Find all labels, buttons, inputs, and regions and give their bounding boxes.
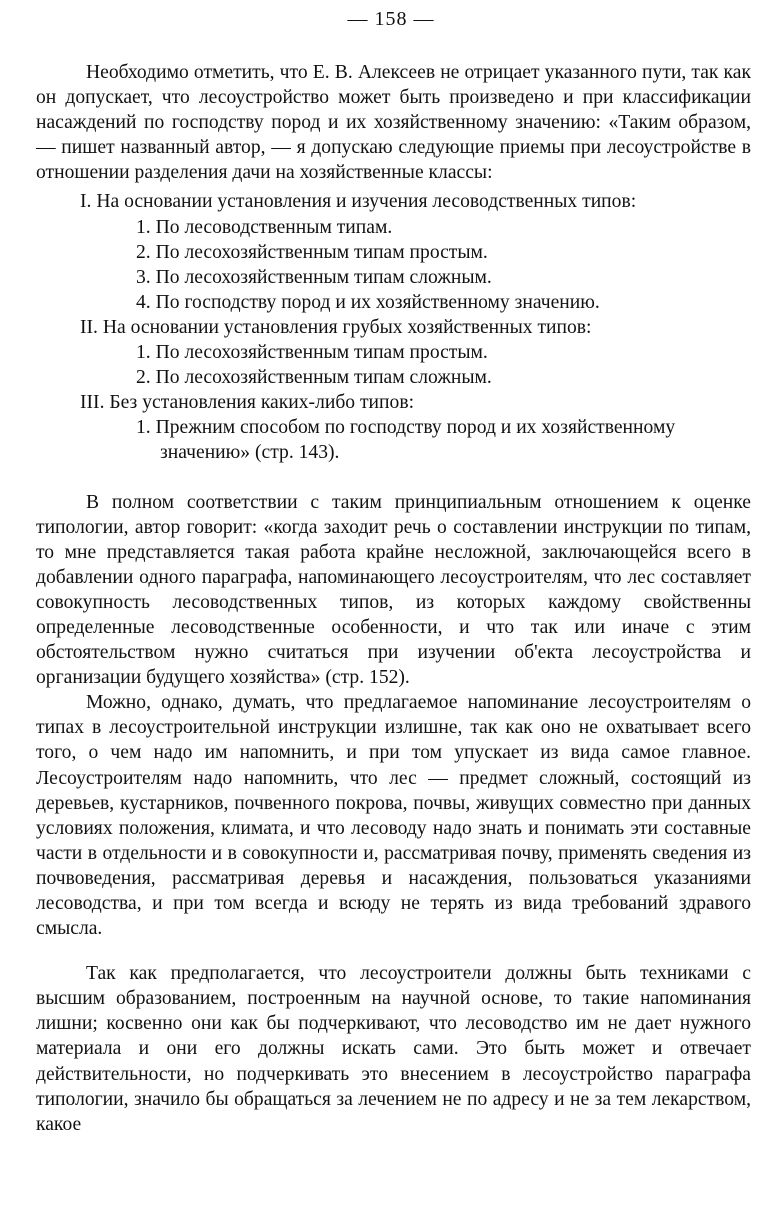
list-item: 2. По лесохозяйственным типам сложным. [136, 367, 492, 389]
classification-list [36, 189, 751, 465]
paragraph-4: Так как предполагается, что лесоустроители должны быть техниками с высшим образованием, построенным на научной основе, то такие напоминания лишни; косвенно они как бы подчеркивают, что лесоводство им не дает нужного материала и они его должны искать сами. Это быть может и отвечает действительности, но подчеркивать это внесением в лесоустройство параграфа типологии, значило бы обращаться за лечением не по адресу и не за тем лекарством, какое [36, 963, 751, 1135]
paragraph-1: Необходимо отметить, что Е. В. Алексеев не отрицает указанного пути, так как он допускает, что лесоустройство может быть произведено и при классификации насаждений по господству пород и их хозяйственному значению: «Таким образом, — пишет названный автор, — я допускаю следующие приемы при лесоустройстве в отношении разделения дачи на хозяйственные классы: [36, 62, 751, 184]
list-item-section-3: III. Без установления каких-либо типов: [80, 392, 415, 414]
list-item: 2. По лесохозяйственным типам простым. [136, 241, 488, 263]
page-number: — 158 — [347, 8, 435, 30]
list-item: 1. По лесоводственным типам. [136, 216, 393, 238]
list-item: 1. Прежним способом по господству пород и их хозяйственному значению» (стр. 143). [136, 417, 676, 464]
list-item: 1. По лесохозяйственным типам простым. [136, 342, 488, 364]
paragraph-3: Можно, однако, думать, что предлагаемое напоминание лесоустроителям о типах в лесоустроительной инструкции излишне, так как оно не охватывает всего того, о чем надо им напомнить, и при том упускает из вида самое главное. Лесоустроителям надо напомнить, что лес — предмет сложный, состоящий из деревьев, кустарников, почвенного покрова, почвы, живущих совместно при данных условиях положения, климата, и что лесоводу надо знать и понимать эти составные части в отдельности и в совокупности и, рассматривая почву, применять сведения из почвоведения, рассматривая деревья и насаждения, пользоваться указаниями лесоводства, и при том всегда и всюду не терять из вида требований здравого смысла. [36, 692, 751, 940]
list-item-section-1: I. На основании установления и изучения лесоводственных типов: [80, 191, 637, 213]
page-body [36, 60, 751, 1137]
list-item: 4. По господству пород и их хозяйственному значению. [136, 291, 600, 313]
list-item: 3. По лесохозяйственным типам сложным. [136, 266, 492, 288]
list-item-section-2: II. На основании установления грубых хозяйственных типов: [80, 316, 592, 338]
paragraph-2: В полном соответствии с таким принципиальным отношением к оценке типологии, автор говорит: «когда заходит речь о составлении инструкции по типам, то мне представляется такая работа крайне несложной, заключающейся всего в добавлении одного параграфа, напоминающего лесоустроителям, что лес составляет совокупность лесоводственных типов, из которых каждому свойственны определенные лесоводственные особенности, и что так или иначе с этим обстоятельством нужно считаться при изучении об'екта лесоустройства и организации будущего хозяйства» (стр. 152). [36, 491, 751, 689]
